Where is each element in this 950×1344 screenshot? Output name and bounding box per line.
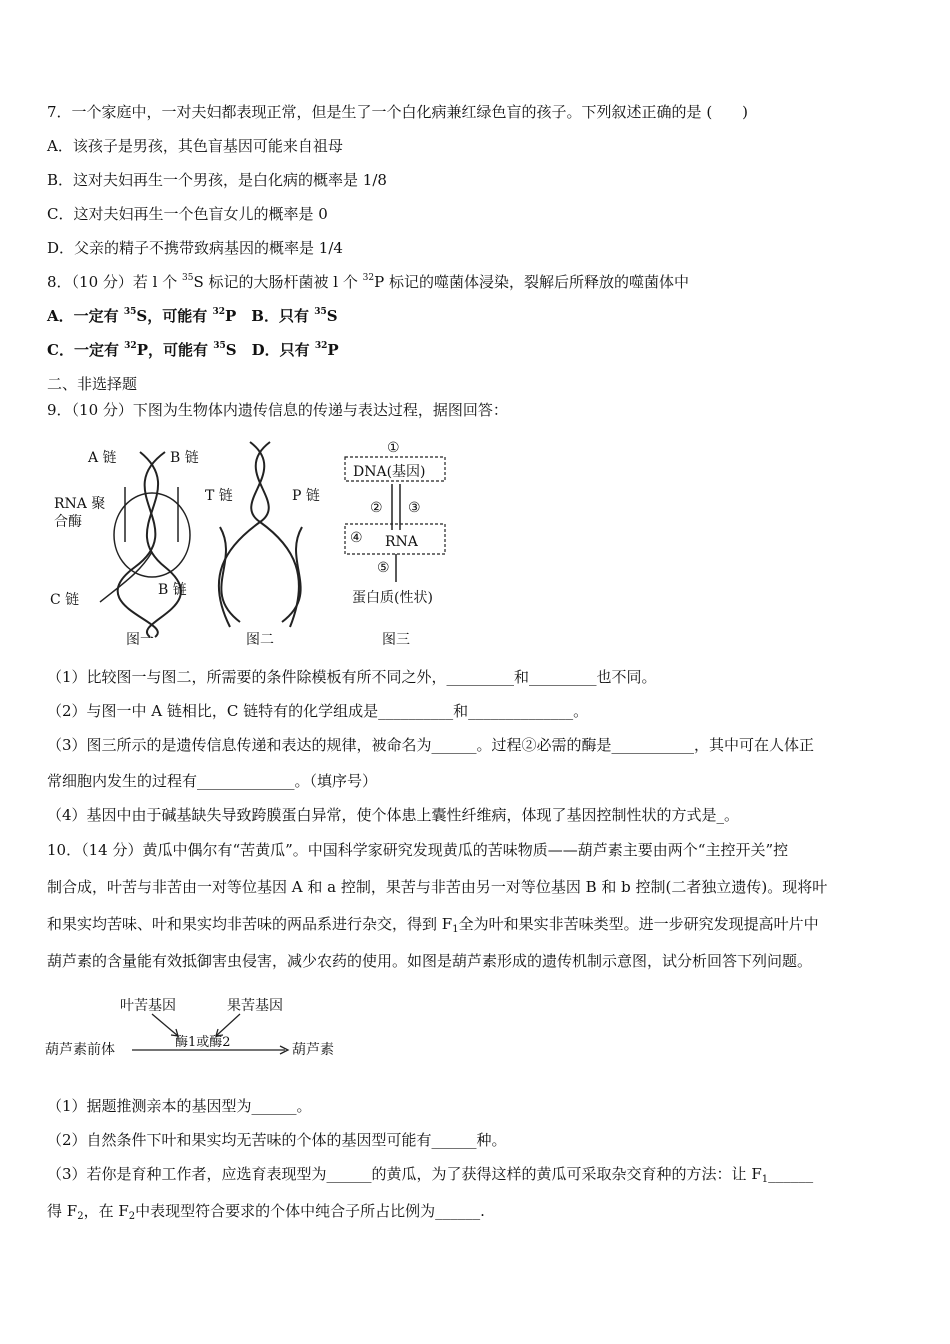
label-fruit-gene: 果苦基因 [227,998,283,1014]
q7-option-d: D．父亲的精子不携带致病基因的概率是 1/4 [47,239,343,257]
q10-part-3a: （3）若你是育种工作者，应选育表现型为______的黄瓜，为了获得这样的黄瓜可采取杂交育种的方法：让 $F_1\_\_\_\_\_\_$ [47,1165,814,1185]
q8-options-cd: C．一定有 $^{32}$P，可能有 $^{35}$S D．只有 $^{32}$P [47,341,339,359]
label-precursor: 葫芦素前体 [45,1042,115,1058]
q7-stem: 7．一个家庭中，一对夫妇都表现正常，但是生了一个白化病兼红绿色盲的孩子。下列叙述正确的是 ( ) [47,103,749,121]
q9-figure [40,432,480,652]
label-a-chain: A 链 [88,450,117,466]
label-rna-pol-2: 合酶 [54,514,82,530]
q10-part-1: （1）据题推测亲本的基因型为______。 [47,1097,312,1115]
label-leaf-gene: 叶苦基因 [120,998,176,1014]
q9-part-3b: 常细胞内发生的过程有_____________。（填序号） [47,772,378,790]
q10-figure [40,990,370,1065]
label-enzyme: 酶1或酶2 [175,1035,231,1050]
q9-part-2: （2）与图一中 A 链相比，C 链特有的化学组成是__________和______________。 [47,702,589,720]
q7-option-a: A．该孩子是男孩，其色盲基因可能来自祖母 [47,137,343,155]
label-product: 葫芦素 [292,1042,334,1058]
label-circle-2: ② [370,500,383,516]
caption-fig3: 图三 [382,632,410,648]
q7-option-b: B．这对夫妇再生一个男孩，是白化病的概率是 1/8 [47,171,387,189]
label-circle-5: ⑤ [377,560,390,576]
q10-line-2: 制合成，叶苦与非苦由一对等位基因 A 和 a 控制，果苦与非苦由另一对等位基因 B 和 b 控制(二者独立遗传)。现将叶 [47,878,828,896]
q9-stem: 9．（10 分）下图为生物体内遗传信息的传递与表达过程，据图回答： [47,401,508,419]
label-rna: RNA [385,534,418,550]
q9-part-3a: （3）图三所示的是遗传信息传递和表达的规律，被命名为______。过程②必需的酶是___________，其中可在人体正 [47,736,815,754]
q10-line-4: 葫芦素的含量能有效抵御害虫侵害，减少农药的使用。如图是葫芦素形成的遗传机制示意图，试分析回答下列问题。 [47,952,813,970]
q8-options-ab: A．一定有 $^{35}$S，可能有 $^{32}$P B．只有 $^{35}$S [47,307,338,325]
label-circle-3: ③ [408,500,421,516]
caption-fig2: 图二 [246,632,274,648]
caption-fig1: 图一 [126,632,154,648]
q10-line-3: 和果实均苦味、叶和果实均非苦味的两品系进行杂交，得到 $F_1$全为叶和果实非苦味类型。进一步研究发现提高叶片中 [47,915,819,935]
q9-part-1: （1）比较图一与图二，所需要的条件除模板有所不同之外，_________和_________也不同。 [47,668,657,686]
label-b-chain-bottom: B 链 [158,582,187,598]
label-t-chain: T 链 [205,488,233,504]
label-rna-pol-1: RNA 聚 [54,496,106,512]
label-p-chain: P 链 [292,488,320,504]
label-dna: DNA(基因) [353,464,426,480]
label-c-chain: C 链 [50,592,80,608]
label-circle-4: ④ [350,530,363,546]
label-circle-1: ① [387,440,400,456]
q10-line-1: 10．（14 分）黄瓜中偶尔有“苦黄瓜”。中国科学家研究发现黄瓜的苦味物质——葫芦素主要由两个“主控开关”控 [47,841,789,859]
q9-part-4: （4）基因中由于碱基缺失导致跨膜蛋白异常，使个体患上囊性纤维病，体现了基因控制性状的方式是_。 [47,806,740,824]
q10-part-3b: 得 $F_2$，在 $F_2$中表现型符合要求的个体中纯合子所占比例为______. [47,1202,485,1222]
section-heading: 二、非选择题 [47,375,138,393]
q8-stem: 8．（10 分）若 l 个 $^{35}$S 标记的大肠杆菌被 l 个 $^{32}$P 标记的噬菌体浸染，裂解后所释放的噬菌体中 [47,273,689,291]
label-b-chain-top: B 链 [170,450,199,466]
q7-option-c: C．这对夫妇再生一个色盲女儿的概率是 0 [47,205,328,223]
label-protein: 蛋白质(性状) [352,590,433,606]
q10-part-2: （2）自然条件下叶和果实均无苦味的个体的基因型可能有______种。 [47,1131,507,1149]
